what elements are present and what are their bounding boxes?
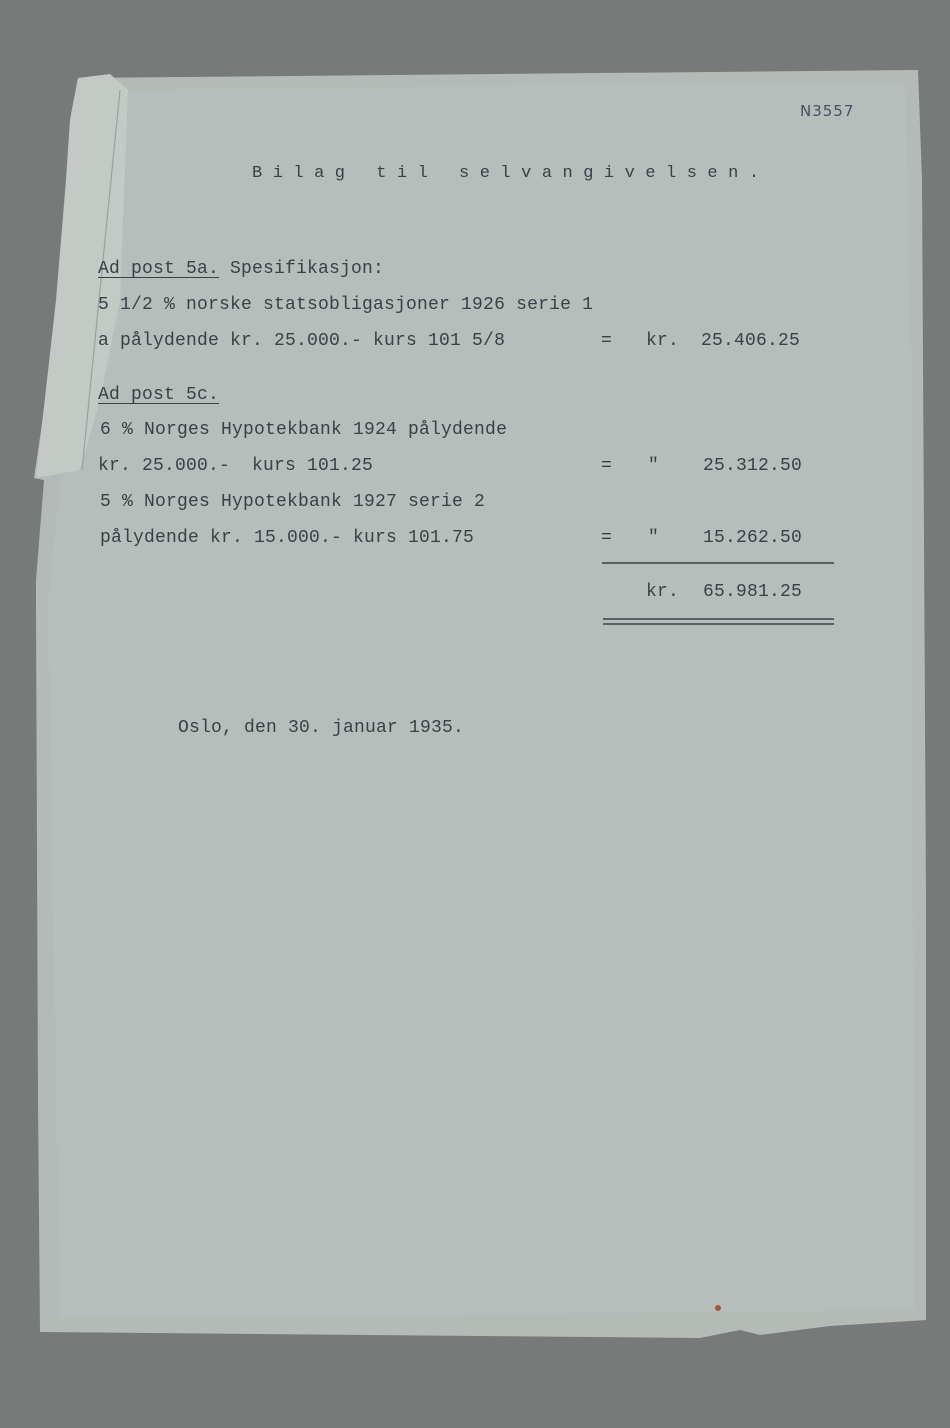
section-5c-item1-line1: 6 % Norges Hypotekbank 1924 pålydende (100, 420, 508, 440)
section-5c-item2-equals: = (601, 528, 613, 548)
section-5a-currency: kr. (646, 331, 680, 351)
section-5c-item1-ditto: " (648, 456, 660, 476)
section-5c-item2-ditto: " (648, 528, 660, 548)
section-5a-heading: Ad post 5a. (98, 259, 220, 279)
section-5a-amount: 25.406.25 (701, 331, 801, 351)
section-5a-heading-rest: Spesifikasjon: (219, 259, 385, 279)
section-5c-item1-amount: 25.312.50 (703, 456, 803, 476)
section-5c-item2-line1: 5 % Norges Hypotekbank 1927 serie 2 (100, 492, 486, 512)
section-5c-item1-equals: = (601, 456, 613, 476)
stain-mark (715, 1305, 721, 1311)
total-amount: 65.981.25 (703, 582, 803, 602)
archive-number: N3557 (800, 102, 855, 120)
section-5a-heading-row (98, 258, 384, 280)
place-date: Oslo, den 30. januar 1935. (178, 718, 465, 738)
section-5c-item1-line2: kr. 25.000.- kurs 101.25 (98, 456, 374, 476)
section-5c-item2-line2: pålydende kr. 15.000.- kurs 101.75 (100, 528, 475, 548)
section-5c-heading: Ad post 5c. (98, 385, 220, 405)
section-5a-line2: a pålydende kr. 25.000.- kurs 101 5/8 (98, 331, 506, 351)
section-5c-item2-amount: 15.262.50 (703, 528, 803, 548)
section-5a-line1: 5 1/2 % norske statsobligasjoner 1926 serie 1 (98, 295, 594, 315)
section-5a-equals: = (601, 331, 613, 351)
total-currency: kr. (646, 582, 680, 602)
document-title: Bilag til selvangivelsen. (252, 164, 770, 183)
